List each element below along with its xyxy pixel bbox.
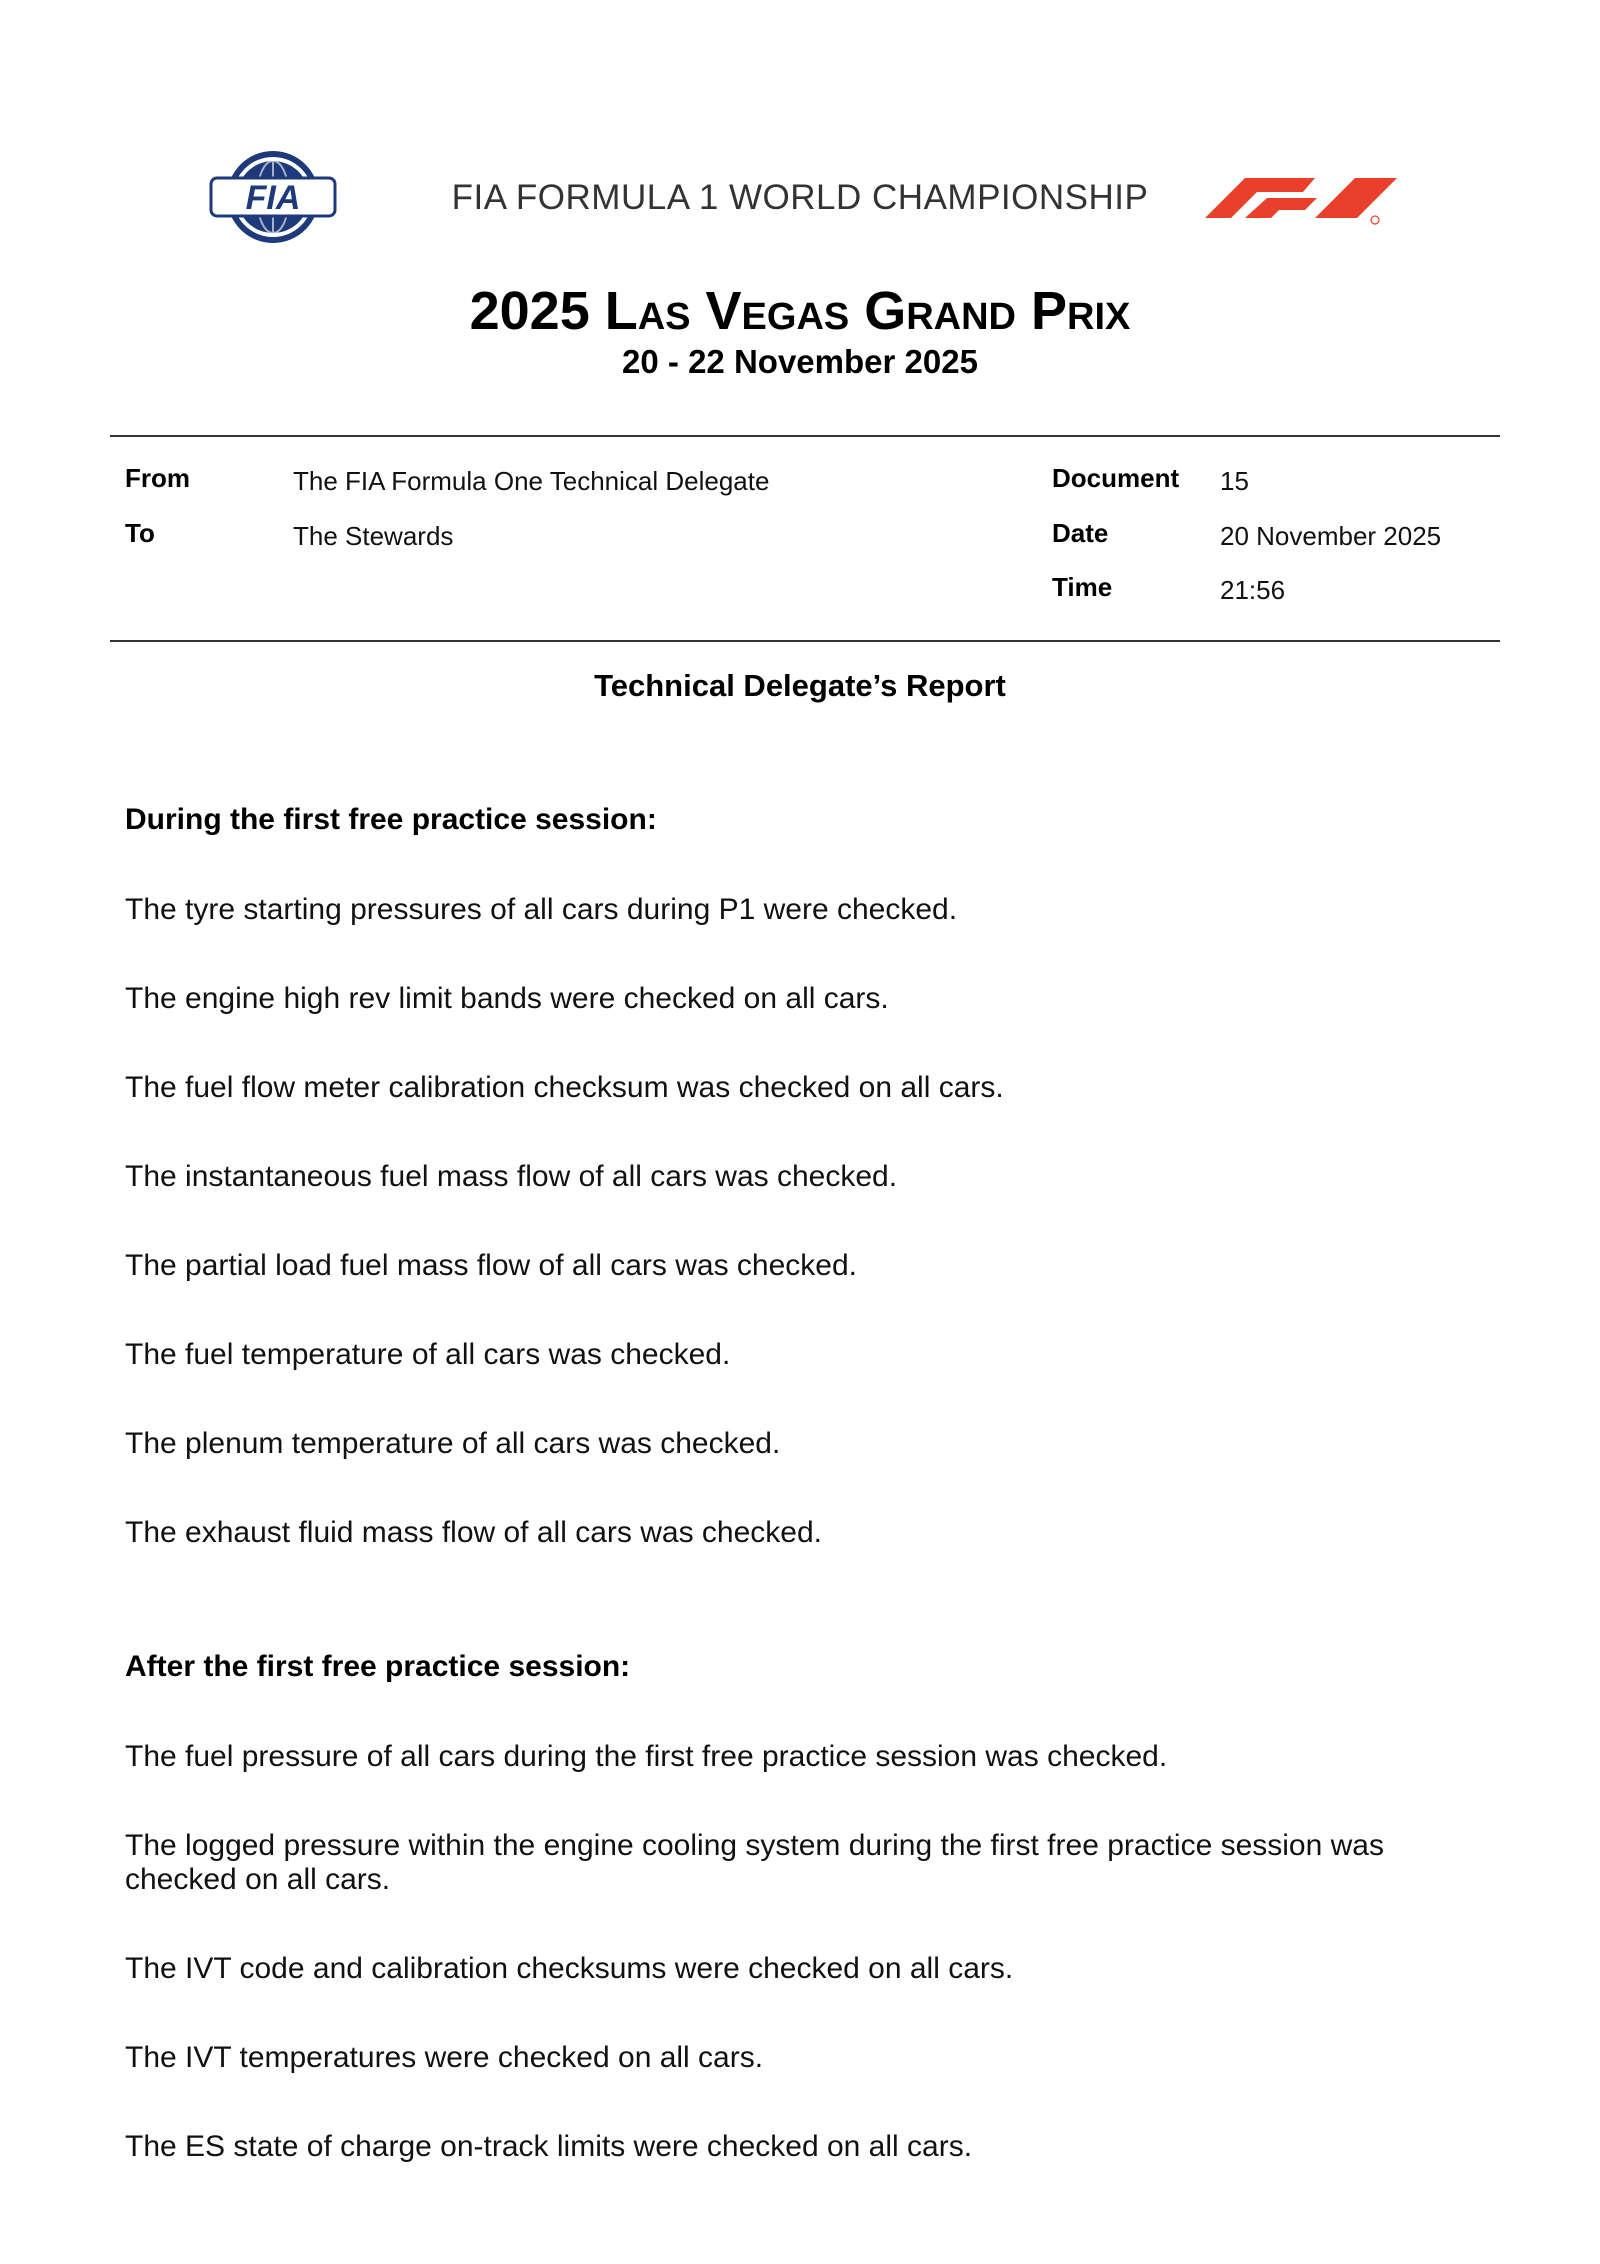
report-item: The engine high rev limit bands were checked on all cars. [125, 982, 889, 1015]
to-label: To [125, 518, 155, 548]
report-item: The ES state of charge on-track limits were checked on all cars. [125, 2130, 973, 2163]
from-value: The FIA Formula One Technical Delegate [293, 466, 770, 496]
section-heading: After the first free practice session: [125, 1650, 631, 1683]
report-item: The fuel flow meter calibration checksum was checked on all cars. [125, 1071, 1004, 1104]
report-item: The instantaneous fuel mass flow of all cars was checked. [125, 1160, 898, 1193]
to-value: The Stewards [293, 521, 454, 551]
event-dates: 20 - 22 November 2025 [622, 343, 978, 380]
championship-title: FIA FORMULA 1 WORLD CHAMPIONSHIP [451, 178, 1149, 217]
report-item: The logged pressure within the engine cooling system during the first free practice session was checked on all cars. [125, 1829, 1384, 1896]
report-item: The IVT temperatures were checked on all cars. [125, 2041, 764, 2074]
from-label: From [125, 463, 190, 493]
report-title: Technical Delegate’s Report [594, 668, 1006, 703]
report-item: The tyre starting pressures of all cars during P1 were checked. [125, 893, 958, 926]
f1-logo [1205, 168, 1405, 226]
event-title: 2025 Las Vegas Grand Prix [469, 281, 1131, 341]
bottom-divider [110, 640, 1500, 642]
time-label: Time [1052, 572, 1113, 602]
report-item: The fuel pressure of all cars during the first free practice session was checked. [125, 1740, 1168, 1773]
document-label: Document [1052, 463, 1180, 493]
fia-logo-text: FIA [245, 179, 301, 217]
top-divider [110, 435, 1500, 437]
date-label: Date [1052, 518, 1109, 548]
date-value: 20 November 2025 [1220, 521, 1442, 551]
document-value: 15 [1220, 466, 1249, 496]
time-value: 21:56 [1220, 575, 1286, 605]
report-item: The plenum temperature of all cars was checked. [125, 1427, 781, 1460]
section-heading: During the first free practice session: [125, 803, 657, 836]
report-item: The exhaust fluid mass flow of all cars was checked. [125, 1516, 822, 1549]
report-item: The IVT code and calibration checksums were checked on all cars. [125, 1952, 1014, 1985]
report-item: The fuel temperature of all cars was checked. [125, 1338, 731, 1371]
report-item: The partial load fuel mass flow of all cars was checked. [125, 1249, 857, 1282]
